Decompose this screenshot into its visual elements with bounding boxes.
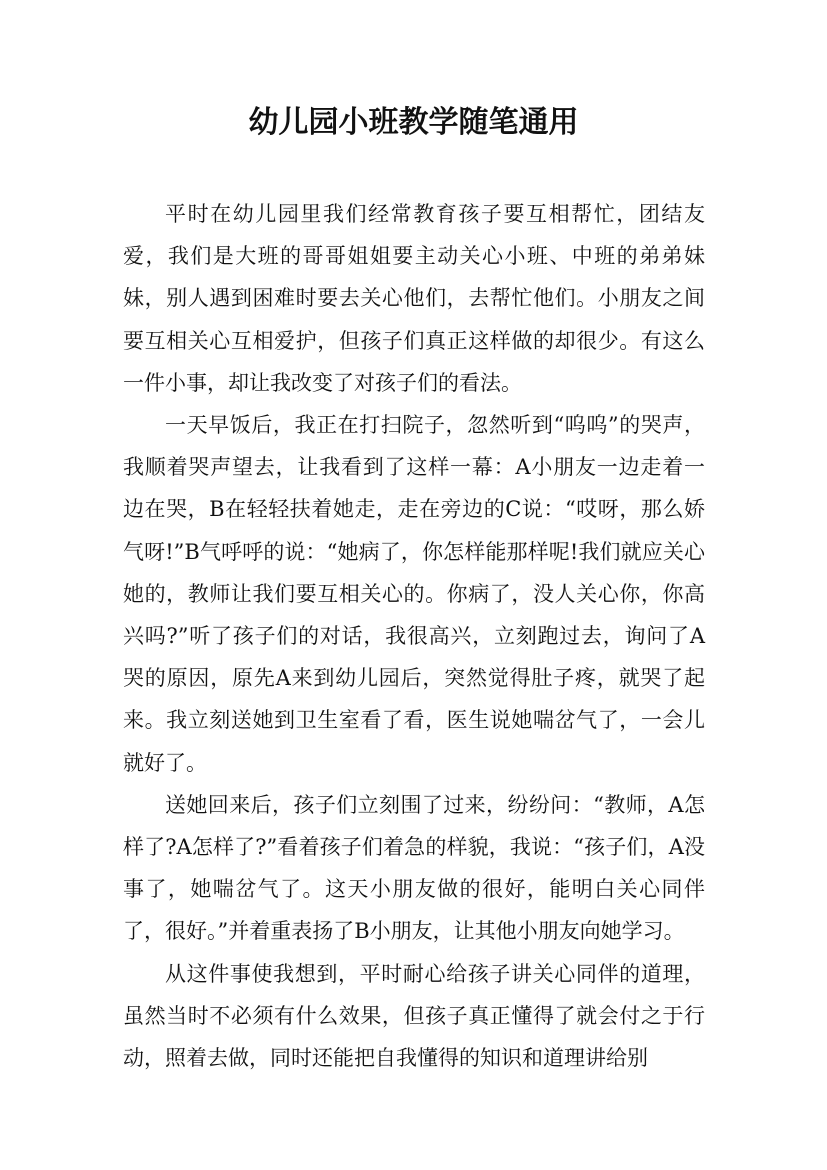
paragraph: 从这件事使我想到，平时耐心给孩子讲关心同伴的道理，虽然当时不必须有什么效果，但孩子真正懂得了就会付之于行动，照着去做，同时还能把自我懂得的知识和道理讲给别: [123, 961, 705, 1071]
document-title: 幼儿园小班教学随笔通用: [248, 105, 579, 140]
document-body: [123, 193, 705, 1079]
paragraph: 平时在幼儿园里我们经常教育孩子要互相帮忙，团结友爱，我们是大班的哥哥姐姐要主动关心小班、中班的弟弟妹妹，别人遇到困难时要去关心他们，去帮忙他们。小朋友之间要互相关心互相爱护，但孩子们真正这样做的却很少。有这么一件小事，却让我改变了对孩子们的看法。: [123, 202, 705, 395]
paragraph: 送她回来后，孩子们立刻围了过来，纷纷问：“教师，A怎样了?A怎样了?”看着孩子们着急的样貌，我说：“孩子们，A没事了，她喘岔气了。这天小朋友做的很好，能明白关心同伴了，很好。”并着重表扬了B小朋友，让其他小朋友向她学习。: [123, 792, 705, 944]
paragraph: 一天早饭后，我正在打扫院子，忽然听到“呜呜”的哭声，我顺着哭声望去，让我看到了这样一幕：A小朋友一边走着一边在哭，B在轻轻扶着她走，走在旁边的C说：“哎呀，那么娇气呀!”B气呼呼的说：“她病了，你怎样能那样呢!我们就应关心她的，教师让我们要互相关心的。你病了，没人关心你，你高兴吗?”听了孩子们的对话，我很高兴，立刻跑过去，询问了A哭的原因，原先A来到幼儿园后，突然觉得肚子疼，就哭了起来。我立刻送她到卫生室看了看，医生说她喘岔气了，一会儿就好了。: [123, 413, 705, 775]
